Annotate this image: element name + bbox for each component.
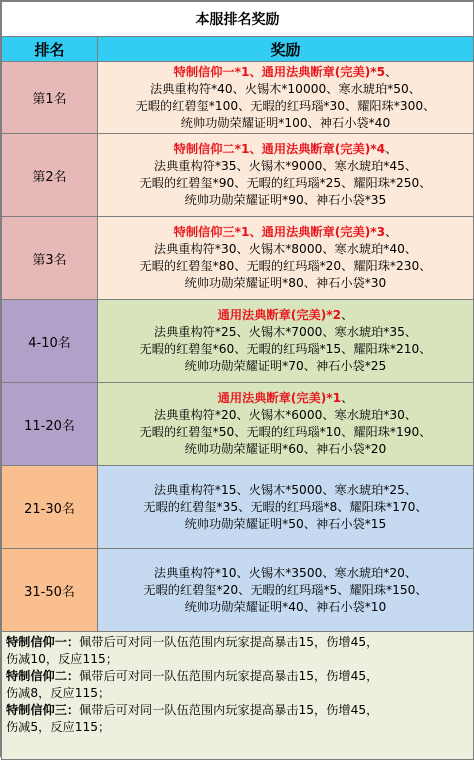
reward-cell <box>98 300 474 383</box>
header-reward: 奖励 <box>98 37 474 62</box>
reward-line: 法典重构符*10、火锡木*3500、寒水琥珀*20、 <box>153 565 418 580</box>
note-line-cont: 伤减5，反应115； <box>6 720 111 734</box>
reward-line: 无暇的红碧玺*35、无暇的红玛瑙*8、耀阳珠*170、 <box>143 499 428 514</box>
reward-line: 无暇的红碧玺*80、无暇的红玛瑙*20、耀阳珠*230、 <box>139 259 432 273</box>
reward-line: 无暇的红碧玺*100、无暇的红玛瑙*30、耀阳珠*300、 <box>135 98 436 113</box>
note-line: 特制信仰三：佩带后可对同一队伍范围内玩家提高暴击15，伤增45， <box>6 703 379 717</box>
reward-line: 法典重构符*35、火锡木*9000、寒水琥珀*45、 <box>153 159 418 173</box>
reward-line: 统帅功勋荣耀证明*40、神石小袋*10 <box>184 599 387 614</box>
notes-row <box>2 632 474 760</box>
special-reward-text: 通用法典断章(完美)*1 <box>217 391 342 405</box>
note-label: 特制信仰一： <box>6 635 80 649</box>
rank-cell: 21-30名 <box>2 466 98 549</box>
reward-line: 无暇的红碧玺*20、无暇的红玛瑙*5、耀阳珠*150、 <box>143 582 428 597</box>
reward-cell <box>98 62 474 134</box>
rank-cell: 11-20名 <box>2 383 98 466</box>
reward-line: 统帅功勋荣耀证明*60、神石小袋*20 <box>184 442 387 456</box>
reward-line: 法典重构符*30、火锡木*8000、寒水琥珀*40、 <box>153 242 418 256</box>
table-row <box>2 466 474 549</box>
special-reward-text: 通用法典断章(完美)*2 <box>217 308 342 322</box>
note-label: 特制信仰三： <box>6 703 80 717</box>
reward-line: 无暇的红碧玺*50、无暇的红玛瑙*10、耀阳珠*190、 <box>139 425 432 439</box>
header-rank: 排名 <box>2 37 98 62</box>
reward-highlight-line: 特制信仰三*1、通用法典断章(完美)*3、 <box>173 225 398 239</box>
reward-cell <box>98 217 474 300</box>
reward-line: 无暇的红碧玺*60、无暇的红玛瑙*15、耀阳珠*210、 <box>139 342 432 356</box>
reward-line: 无暇的红碧玺*90、无暇的红玛瑙*25、耀阳珠*250、 <box>139 176 432 190</box>
reward-line: 统帅功勋荣耀证明*80、神石小袋*30 <box>184 276 387 290</box>
special-reward-text: 特制信仰三*1、通用法典断章(完美)*3 <box>173 225 386 239</box>
reward-highlight-line: 特制信仰一*1、通用法典断章(完美)*5、 <box>173 64 398 79</box>
table-row <box>2 62 474 134</box>
rank-cell: 4-10名 <box>2 300 98 383</box>
reward-line: 法典重构符*40、火锡木*10000、寒水琥珀*50、 <box>150 81 421 96</box>
reward-line: 法典重构符*25、火锡木*7000、寒水琥珀*35、 <box>153 325 418 339</box>
note-line: 特制信仰一：佩带后可对同一队伍范围内玩家提高暴击15，伤增45， <box>6 635 379 649</box>
reward-highlight-line: 通用法典断章(完美)*2、 <box>217 308 354 322</box>
notes-cell <box>2 632 474 760</box>
table-row <box>2 217 474 300</box>
note-label: 特制信仰二： <box>6 669 80 683</box>
reward-line: 法典重构符*15、火锡木*5000、寒水琥珀*25、 <box>153 482 418 497</box>
reward-line: 统帅功勋荣耀证明*100、神石小袋*40 <box>180 115 391 130</box>
reward-cell <box>98 549 474 632</box>
reward-highlight-line: 特制信仰二*1、通用法典断章(完美)*4、 <box>173 142 398 156</box>
table-row <box>2 134 474 217</box>
reward-cell <box>98 134 474 217</box>
sheet-title: 本服排名奖励 <box>2 2 474 37</box>
reward-cell <box>98 466 474 549</box>
rank-cell: 第3名 <box>2 217 98 300</box>
rank-cell: 第2名 <box>2 134 98 217</box>
reward-line: 统帅功勋荣耀证明*70、神石小袋*25 <box>184 359 387 373</box>
reward-cell <box>98 383 474 466</box>
note-line-cont: 伤减10，反应115； <box>6 652 118 666</box>
reward-line: 统帅功勋荣耀证明*90、神石小袋*35 <box>184 193 387 207</box>
table-row <box>2 549 474 632</box>
special-reward-text: 特制信仰一*1、通用法典断章(完美)*5 <box>173 64 386 79</box>
reward-highlight-line: 通用法典断章(完美)*1、 <box>217 391 354 405</box>
rank-cell: 31-50名 <box>2 549 98 632</box>
note-line: 特制信仰二：佩带后可对同一队伍范围内玩家提高暴击15，伤增45， <box>6 669 379 683</box>
reward-line: 统帅功勋荣耀证明*50、神石小袋*15 <box>184 516 387 531</box>
reward-line: 法典重构符*20、火锡木*6000、寒水琥珀*30、 <box>153 408 418 422</box>
table-row <box>2 300 474 383</box>
rank-cell: 第1名 <box>2 62 98 134</box>
special-reward-text: 特制信仰二*1、通用法典断章(完美)*4 <box>173 142 386 156</box>
table-row <box>2 383 474 466</box>
ranking-reward-table <box>1 1 474 760</box>
note-line-cont: 伤减8，反应115； <box>6 686 111 700</box>
